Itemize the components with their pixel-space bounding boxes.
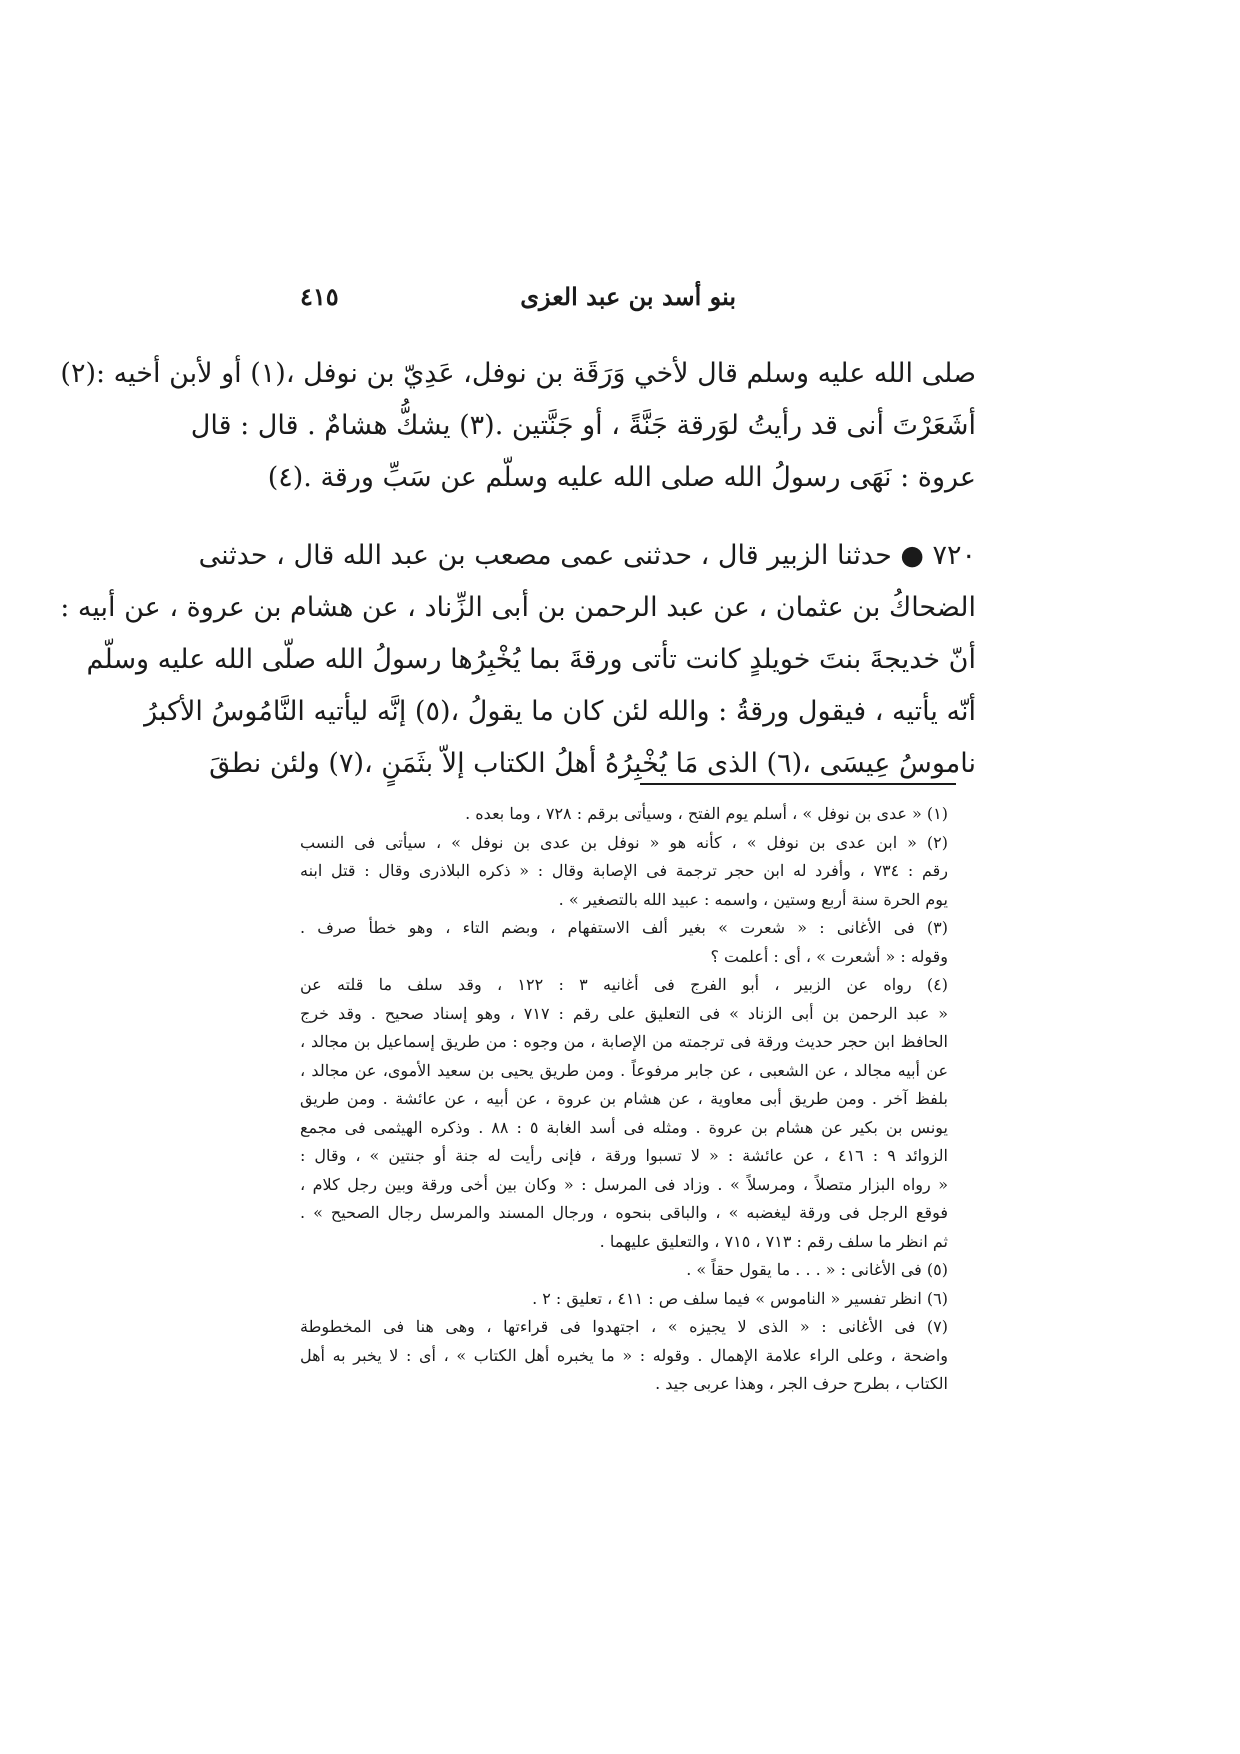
- footnote-line: الحافظ ابن حجر حديث ورقة فى ترجمته من الإصابة ، من وجوه : من طريق إسماعيل بن مجالد ،: [300, 1032, 948, 1051]
- footnote-line: (٢) « ابن عدى بن نوفل » ، كأنه هو « نوفل بن عدى بن نوفل » ، سيأتى فى النسب: [300, 832, 948, 852]
- footnotes: [300, 800, 948, 1399]
- text-line: أنّ خديجةَ بنتَ خويلدٍ كانت تأتى ورقةَ بما يُخْبِرُها رسولُ الله صلّى الله عليه وسلّم: [86, 644, 976, 675]
- paragraph-2: [60, 530, 976, 790]
- footnote-line: الكتاب ، بطرح حرف الجر ، وهذا عربى جيد .: [655, 1374, 948, 1393]
- footnote-line: (٥) فى الأغانى : « . . . ما يقول حقاً » .: [686, 1260, 948, 1279]
- text-line: ناموسُ عِيسَى ،(٦) الذى مَا يُخْبِرُهُ أهلُ الكتاب إلاّ بثَمَنٍ ،(٧) ولئن نطقَ: [209, 748, 976, 779]
- footnote-line: (٣) فى الأغانى : « شعرت » بغير ألف الاستفهام ، وبضم التاء ، وهو خطأ صرف .: [300, 918, 948, 937]
- text-line: صلى الله عليه وسلم قال لأخي وَرَقَة بن نوفل، عَدِيّ بن نوفل ،(١) أو لأبن أخيه :(٢): [60, 358, 976, 389]
- footnote-line: « عبد الرحمن بن أبى الزناد » فى التعليق على رقم : ٧١٧ ، وهو إسناد صحيح . وقد خرج: [300, 1003, 948, 1023]
- footnote-line: ثم انظر ما سلف رقم : ٧١٣ ، ٧١٥ ، والتعليق عليهما .: [599, 1231, 948, 1251]
- running-title: بنو أسد بن عبد العزى: [520, 282, 736, 311]
- text-line: الضحاكُ بن عثمان ، عن عبد الرحمن بن أبى الزِّناد ، عن هشام بن عروة ، عن أبيه :: [60, 592, 976, 623]
- footnote-line: يونس بن بكير عن هشام بن عروة . ومثله فى أسد الغابة ٥ : ٨٨ . وذكره الهيثمى فى مجمع: [300, 1117, 949, 1137]
- running-head: [300, 282, 736, 318]
- text-line: أشَعَرْتَ أنى قد رأيتُ لوَرقة جَنَّةً ، أو جَنَّتين .(٣) يشكُّ هشامٌ . قال : قال: [190, 410, 976, 441]
- text-line: أنّه يأتيه ، فيقول ورقةُ : والله لئن كان ما يقولُ ،(٥) إنَّه ليأتيه النَّامُوسُ الأكبرُ: [144, 696, 976, 727]
- footnote-line: (٤) رواه عن الزبير ، أبو الفرج فى أغانيه ٣ : ١٢٢ ، وقد سلف ما قلته عن: [300, 975, 948, 994]
- footnote-line: (٧) فى الأغانى : « الذى لا يجيزه » ، اجتهدوا فى قراءتها ، وهى هنا فى المخطوطة: [300, 1317, 948, 1336]
- footnote-line: (٦) انظر تفسير « الناموس » فيما سلف ص : ٤١١ ، تعليق : ٢ .: [532, 1288, 948, 1308]
- footnote-line: فوقع الرجل فى ورقة ليغضبه » ، والباقى بنحوه ، ورجال المسند والمرسل رجال الصحيح » .: [300, 1203, 948, 1222]
- footnote-line: الزوائد ٩ : ٤١٦ ، عن عائشة : « لا تسبوا ورقة ، فإنى رأيت له جنة أو جنتين » ، وقال :: [300, 1146, 948, 1165]
- footnote-line: يوم الحرة سنة أربع وستين ، واسمه : عبيد الله بالتصغير » .: [558, 889, 948, 909]
- text-line: عروة : نَهَى رسولُ الله صلى الله عليه وسلّم عن سَبِّ ورقة .(٤): [267, 462, 976, 493]
- footnote-line: واضحة ، وعلى الراء علامة الإهمال . وقوله : « ما يخبره أهل الكتاب » ، أى : لا يخبر به أهل: [300, 1345, 948, 1365]
- footnote-divider: [640, 783, 956, 785]
- text-line: ٧٢٠ ● حدثنا الزبير قال ، حدثنى عمى مصعب بن عبد الله قال ، حدثنى: [198, 540, 976, 571]
- footnote-line: رقم : ٧٣٤ ، وأفرد له ابن حجر ترجمة فى الإصابة وقال : « ذكره البلاذرى وقال : قتل ابنه: [300, 861, 949, 880]
- footnote-line: وقوله : « أشعرت » ، أى : أعلمت ؟: [710, 946, 948, 966]
- footnote-line: « رواه البزار متصلاً ، ومرسلاً » . وزاد فى المرسل : « وكان بين أخى ورقة وبين رجل كلام ،: [300, 1174, 949, 1194]
- page-number: ٤١٥: [300, 282, 339, 311]
- footnote-line: (١) « عدى بن نوفل » ، أسلم يوم الفتح ، وسيأتى برقم : ٧٢٨ ، وما بعده .: [465, 804, 948, 823]
- paragraph-1: [60, 348, 976, 504]
- footnote-line: عن أبيه مجالد ، عن الشعبى ، عن جابر مرفوعاً . ومن طريق يحيى بن سعيد الأموى، عن مجالد ،: [300, 1060, 948, 1080]
- footnote-line: بلفظ آخر . ومن طريق أبى معاوية ، عن هشام بن عروة ، عن أبيه ، عن عائشة . ومن طريق: [300, 1089, 948, 1108]
